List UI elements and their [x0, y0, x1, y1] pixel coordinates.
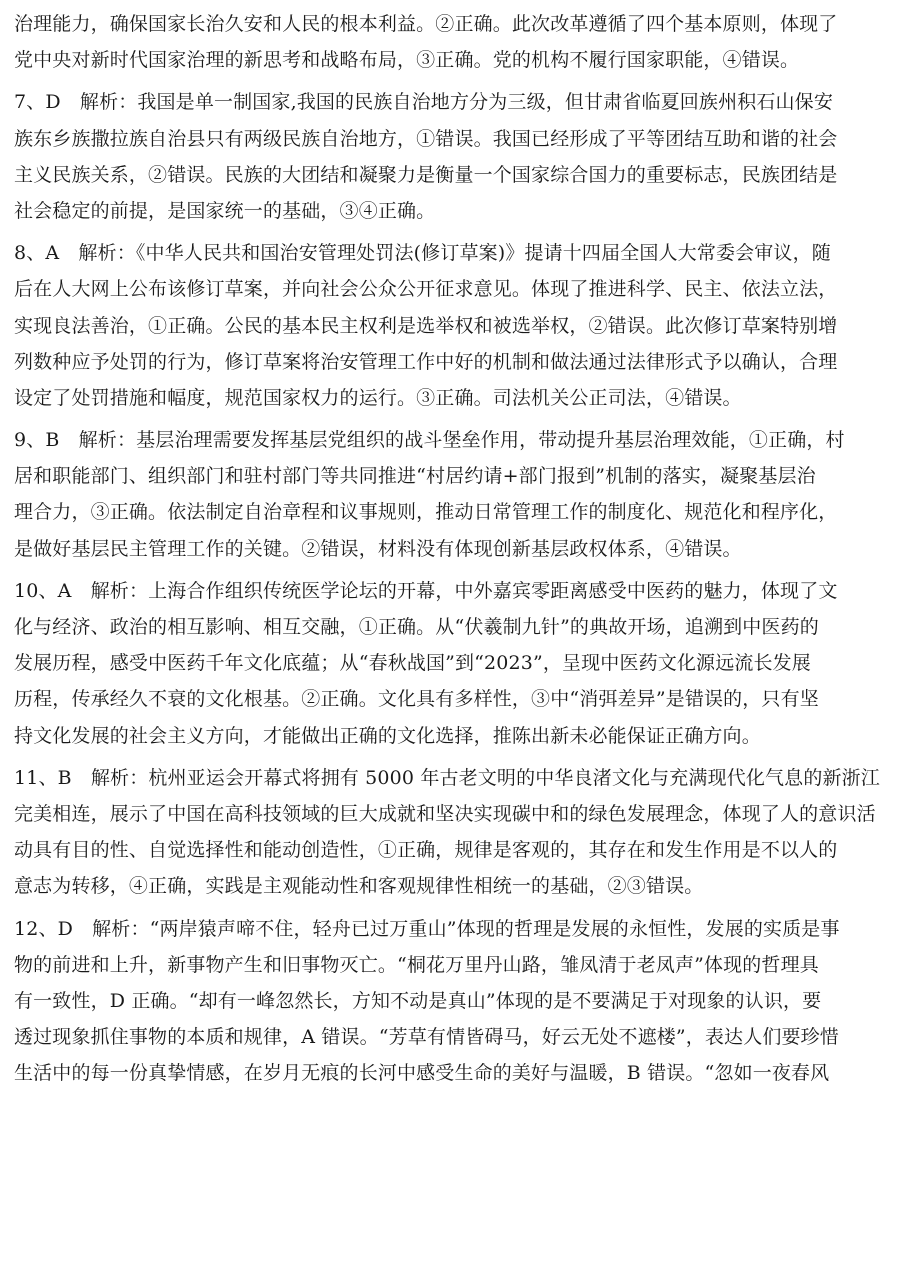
paragraph-continuation-6	[14, 6, 886, 78]
text-line: 化与经济、政治的相互影响、相互交融，①正确。从“伏羲制九针”的典故开场，追溯到中医药的	[14, 616, 819, 638]
paragraph-answer-11	[14, 760, 886, 905]
text-line: 12、D 解析：“两岸猿声啼不住，轻舟已过万重山”体现的哲理是发展的永恒性，发展的实质是事	[14, 917, 840, 940]
text-line: 物的前进和上升，新事物产生和旧事物灭亡。“桐花万里丹山路，雏凤清于老凤声”体现的哲理具	[14, 953, 819, 976]
text-line: 后在人大网上公布该修订草案，并向社会公众公开征求意见。体现了推进科学、民主、依法立法，	[14, 278, 838, 301]
text-line: 7、D 解析：我国是单一制国家,我国的民族自治地方分为三级，但甘肃省临夏回族州积石山保安	[14, 91, 833, 114]
paragraph-answer-8	[14, 235, 886, 416]
paragraph-answer-9	[14, 422, 886, 567]
text-line: 是做好基层民主管理工作的关键。②错误，材料没有体现创新基层政权体系，④错误。	[14, 537, 742, 560]
text-line: 意志为转移，④正确，实践是主观能动性和客观规律性相统一的基础，②③错误。	[14, 875, 704, 898]
text-line: 设定了处罚措施和幅度，规范国家权力的运行。③正确。司法机关公正司法，④错误。	[14, 386, 742, 409]
text-line: 列数种应予处罚的行为，修订草案将治安管理工作中好的机制和做法通过法律形式予以确认，合理	[14, 350, 838, 373]
text-line: 理合力，③正确。依法制定自治章程和议事规则，推动日常管理工作的制度化、规范化和程序化，	[14, 501, 838, 524]
text-line: 生活中的每一份真挚情感，在岁月无痕的长河中感受生命的美好与温暖，B 错误。“忽如一夜春风	[14, 1062, 830, 1085]
text-line: 9、B 解析：基层治理需要发挥基层党组织的战斗堡垒作用，带动提升基层治理效能，①正确，村	[14, 429, 845, 452]
answer-explanation-page	[14, 6, 886, 1091]
paragraph-answer-7	[14, 84, 886, 229]
text-line: 8、A 解析：《中华人民共和国治安管理处罚法(修订草案)》提请十四届全国人大常委会审议，随	[14, 242, 831, 265]
text-line: 发展历程，感受中医药千年文化底蕴；从“春秋战国”到“2023”，呈现中医药文化源远流长发展	[14, 652, 811, 675]
text-line: 持文化发展的社会主义方向，才能做出正确的文化选择，推陈出新未必能保证正确方向。	[14, 724, 761, 747]
paragraph-answer-12	[14, 911, 886, 1092]
text-line: 历程，传承经久不衰的文化根基。②正确。文化具有多样性，③中“消弭差异”是错误的，只有坚	[14, 688, 819, 711]
text-line: 治理能力，确保国家长治久安和人民的根本利益。②正确。此次改革遵循了四个基本原则，体现了	[14, 13, 838, 35]
text-line: 11、B 解析：杭州亚运会开幕式将拥有 5000 年古老文明的中华良渚文化与充满现代化气息的新浙江	[14, 766, 880, 789]
text-line: 族东乡族撒拉族自治县只有两级民族自治地方，①错误。我国已经形成了平等团结互助和谐的社会	[14, 127, 838, 150]
text-line: 完美相连，展示了中国在高科技领域的巨大成就和坚决实现碳中和的绿色发展理念，体现了人的意识活	[14, 802, 876, 825]
paragraph-answer-10	[14, 573, 886, 754]
text-line: 有一致性，D 正确。“却有一峰忽然长，方知不动是真山”体现的是不要满足于对现象的认识，要	[14, 989, 822, 1012]
text-line: 动具有目的性、自觉选择性和能动创造性，①正确，规律是客观的，其存在和发生作用是不以人的	[14, 839, 838, 862]
text-line: 党中央对新时代国家治理的新思考和战略布局，③正确。党的机构不履行国家职能，④错误。	[14, 49, 800, 72]
text-line: 10、A 解析：上海合作组织传统医学论坛的开幕，中外嘉宾零距离感受中医药的魅力，体现了文	[14, 579, 838, 602]
text-line: 实现良法善治，①正确。公民的基本民主权利是选举权和被选举权，②错误。此次修订草案特别增	[14, 314, 838, 337]
text-line: 主义民族关系，②错误。民族的大团结和凝聚力是衡量一个国家综合国力的重要标志，民族团结是	[14, 163, 838, 186]
text-line: 透过现象抓住事物的本质和规律，A 错误。“芳草有情皆碍马，好云无处不遮楼”，表达人们要珍惜	[14, 1026, 839, 1049]
text-line: 社会稳定的前提，是国家统一的基础，③④正确。	[14, 199, 436, 222]
text-line: 居和职能部门、组织部门和驻村部门等共同推进“村居约请+部门报到”机制的落实，凝聚基层治	[14, 465, 816, 488]
